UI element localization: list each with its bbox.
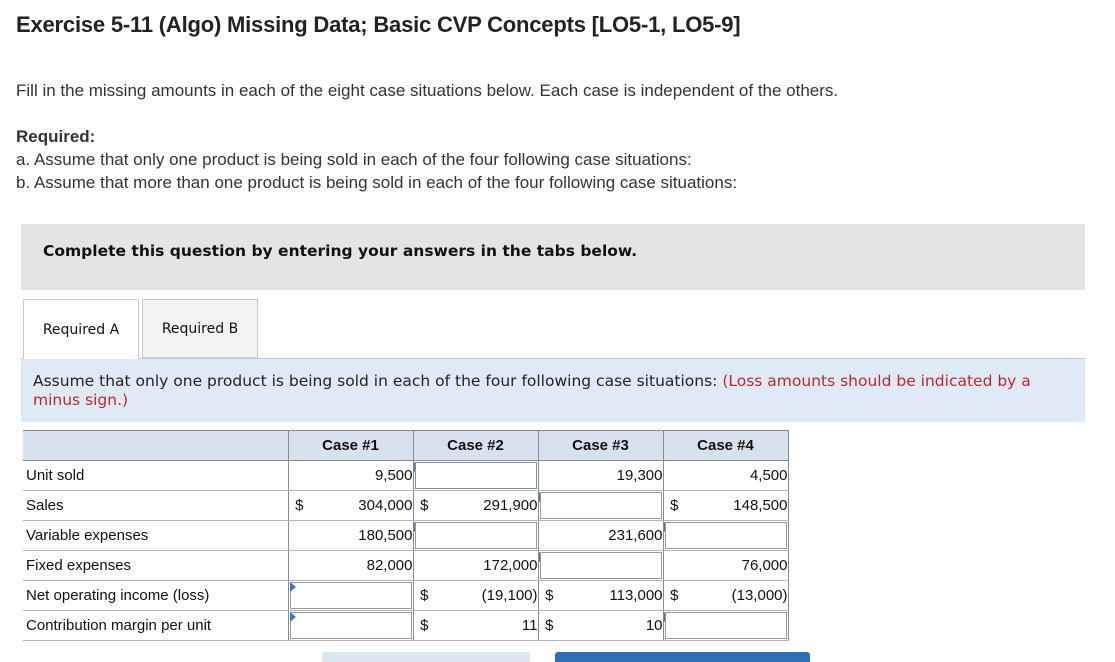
case1-net-operating-income-input[interactable]: [288, 581, 413, 611]
required-a-text: a. Assume that only one product is being sold in each of the four following case situations:: [16, 150, 692, 169]
next-tab-button[interactable]: [555, 652, 810, 662]
table-row: [23, 581, 788, 611]
dollar-sign: $: [538, 581, 560, 611]
row-label-sales: Sales: [23, 491, 288, 521]
case3-sales-input[interactable]: [538, 491, 663, 521]
header-case-3: Case #3: [538, 431, 663, 461]
dollar-cell: [663, 551, 685, 581]
row-label-contribution-margin: Contribution margin per unit: [23, 611, 288, 641]
dollar-sign: $: [413, 581, 435, 611]
case2-unit-sold-input[interactable]: [413, 461, 538, 491]
table-row: [23, 521, 788, 551]
case3-variable-expenses: 231,600: [560, 521, 663, 551]
previous-tab-button[interactable]: [322, 652, 530, 662]
dollar-sign: $: [663, 581, 685, 611]
page-title: Exercise 5-11 (Algo) Missing Data; Basic CVP Concepts [LO5-1, LO5-9]: [16, 12, 741, 37]
dollar-sign: $: [538, 611, 560, 641]
case2-fixed-expenses: 172,000: [435, 551, 538, 581]
required-b-text: b. Assume that more than one product is being sold in each of the four following case situations:: [16, 173, 738, 192]
case3-unit-sold: 19,300: [560, 461, 663, 491]
case3-fixed-expenses-input[interactable]: [538, 551, 663, 581]
case2-contribution-margin: 11: [435, 611, 538, 641]
tab-required-b[interactable]: Required B: [142, 299, 258, 358]
header-case-4: Case #4: [663, 431, 788, 461]
table-row: [23, 491, 788, 521]
dollar-sign: $: [663, 491, 685, 521]
table-row: [23, 551, 788, 581]
case4-unit-sold: 4,500: [685, 461, 788, 491]
dollar-cell: [538, 461, 560, 491]
row-label-variable-expenses: Variable expenses: [23, 521, 288, 551]
case2-net-operating-income: (19,100): [435, 581, 538, 611]
case3-contribution-margin: 10: [560, 611, 663, 641]
case4-contribution-margin-input[interactable]: [663, 611, 788, 641]
intro-text: Fill in the missing amounts in each of the eight case situations below. Each case is independent of the others.: [16, 81, 839, 100]
cvp-table: [23, 430, 789, 641]
row-label-unit-sold: Unit sold: [23, 461, 288, 491]
case2-variable-expenses-input[interactable]: [413, 521, 538, 551]
case3-net-operating-income: 113,000: [560, 581, 663, 611]
case1-unit-sold: 9,500: [310, 461, 413, 491]
table-row: [23, 611, 788, 641]
banner-text: Complete this question by entering your answers in the tabs below.: [43, 242, 638, 260]
dollar-sign: $: [413, 611, 435, 641]
required-heading: Required:: [16, 127, 96, 146]
dollar-cell: [288, 551, 310, 581]
case4-sales: 148,500: [685, 491, 788, 521]
dollar-sign: $: [288, 491, 310, 521]
dollar-cell: [288, 521, 310, 551]
table-row: [23, 461, 788, 491]
dollar-sign: $: [413, 491, 435, 521]
instruction-note: (Loss amounts should be indicated by a minus sign.): [33, 372, 1031, 409]
case2-sales: 291,900: [435, 491, 538, 521]
row-label-fixed-expenses: Fixed expenses: [23, 551, 288, 581]
dollar-cell: [288, 461, 310, 491]
instruction-text: Assume that only one product is being sold in each of the four following case situations:: [33, 372, 723, 390]
tab-instruction: [21, 358, 1085, 422]
table-header-row: [23, 431, 788, 461]
case4-variable-expenses-input[interactable]: [663, 521, 788, 551]
dollar-cell: [663, 461, 685, 491]
header-case-1: Case #1: [288, 431, 413, 461]
case4-fixed-expenses: 76,000: [685, 551, 788, 581]
case1-fixed-expenses: 82,000: [310, 551, 413, 581]
dollar-cell: [413, 551, 435, 581]
case1-contribution-margin-input[interactable]: [288, 611, 413, 641]
header-case-2: Case #2: [413, 431, 538, 461]
case1-sales: 304,000: [310, 491, 413, 521]
row-label-net-operating-income: Net operating income (loss): [23, 581, 288, 611]
header-blank: [23, 431, 288, 461]
case1-variable-expenses: 180,500: [310, 521, 413, 551]
dollar-cell: [538, 521, 560, 551]
instructions-banner: [21, 224, 1085, 290]
tab-required-a[interactable]: Required A: [23, 299, 139, 359]
case4-net-operating-income: (13,000): [685, 581, 788, 611]
